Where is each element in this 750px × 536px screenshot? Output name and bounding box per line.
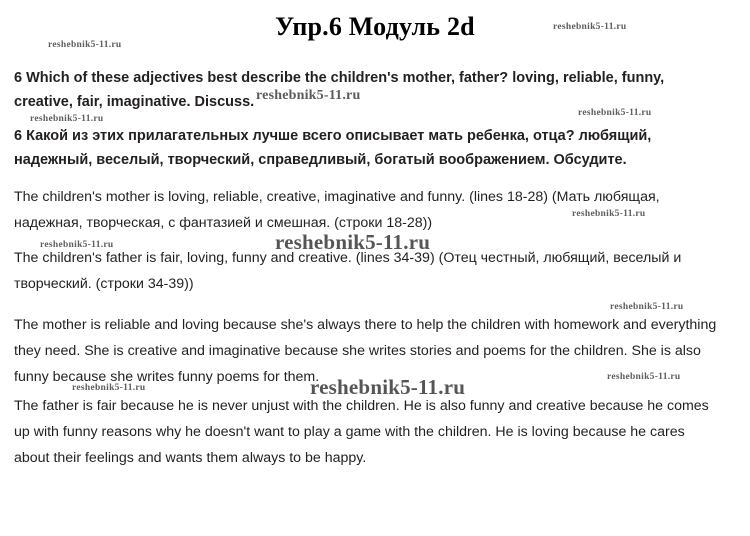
answer-paragraph-2: The children's father is fair, loving, funny and creative. (lines 34-39) (Отец честный, любящий, веселый и творческий. (строки 34-39)) [14, 250, 682, 292]
watermark: reshebnik5-11.ru [572, 209, 646, 219]
answer-paragraph-1: The children's mother is loving, reliable, creative, imaginative and funny. (lines 18-28) (Мать любящая, надежная, творческая, с фантазией и смешная. (строки 18-28)) [14, 189, 660, 231]
question-english: 6 Which of these adjectives best describe the children's mother, father? loving, reliable, funny, creative, fair, imaginative. Discuss. [14, 70, 665, 110]
page-title: Упр.6 Модуль 2d [275, 12, 475, 41]
watermark: reshebnik5-11.ru [40, 240, 114, 250]
question-russian: 6 Какой из этих прилагательных лучше всего описывает мать ребенка, отца? любящий, надежный, веселый, творческий, справедливый, богатый воображением. Обсудите. [14, 128, 652, 168]
watermark: reshebnik5-11.ru [72, 383, 146, 393]
watermark: reshebnik5-11.ru [578, 108, 652, 118]
answer-paragraph-4: The father is fair because he is never unjust with the children. He is also funny and creative because he comes up with funny reasons why he doesn't want to play a game with the children. He is loving because he cares about their feelings and wants them always to be happy. [14, 398, 709, 466]
watermark: reshebnik5-11.ru [310, 375, 466, 399]
watermark: reshebnik5-11.ru [48, 40, 122, 50]
answer-paragraph-3: The mother is reliable and loving because she's always there to help the children with homework and everything they need. She is creative and imaginative because she writes stories and poems for the children. She is also funny because she writes funny poems for them. [14, 317, 717, 385]
watermark: reshebnik5-11.ru [607, 372, 681, 382]
watermark: reshebnik5-11.ru [610, 302, 684, 312]
watermark: reshebnik5-11.ru [275, 230, 431, 254]
watermark: reshebnik5-11.ru [30, 114, 104, 124]
watermark: reshebnik5-11.ru [256, 88, 361, 103]
watermark: reshebnik5-11.ru [553, 22, 627, 32]
